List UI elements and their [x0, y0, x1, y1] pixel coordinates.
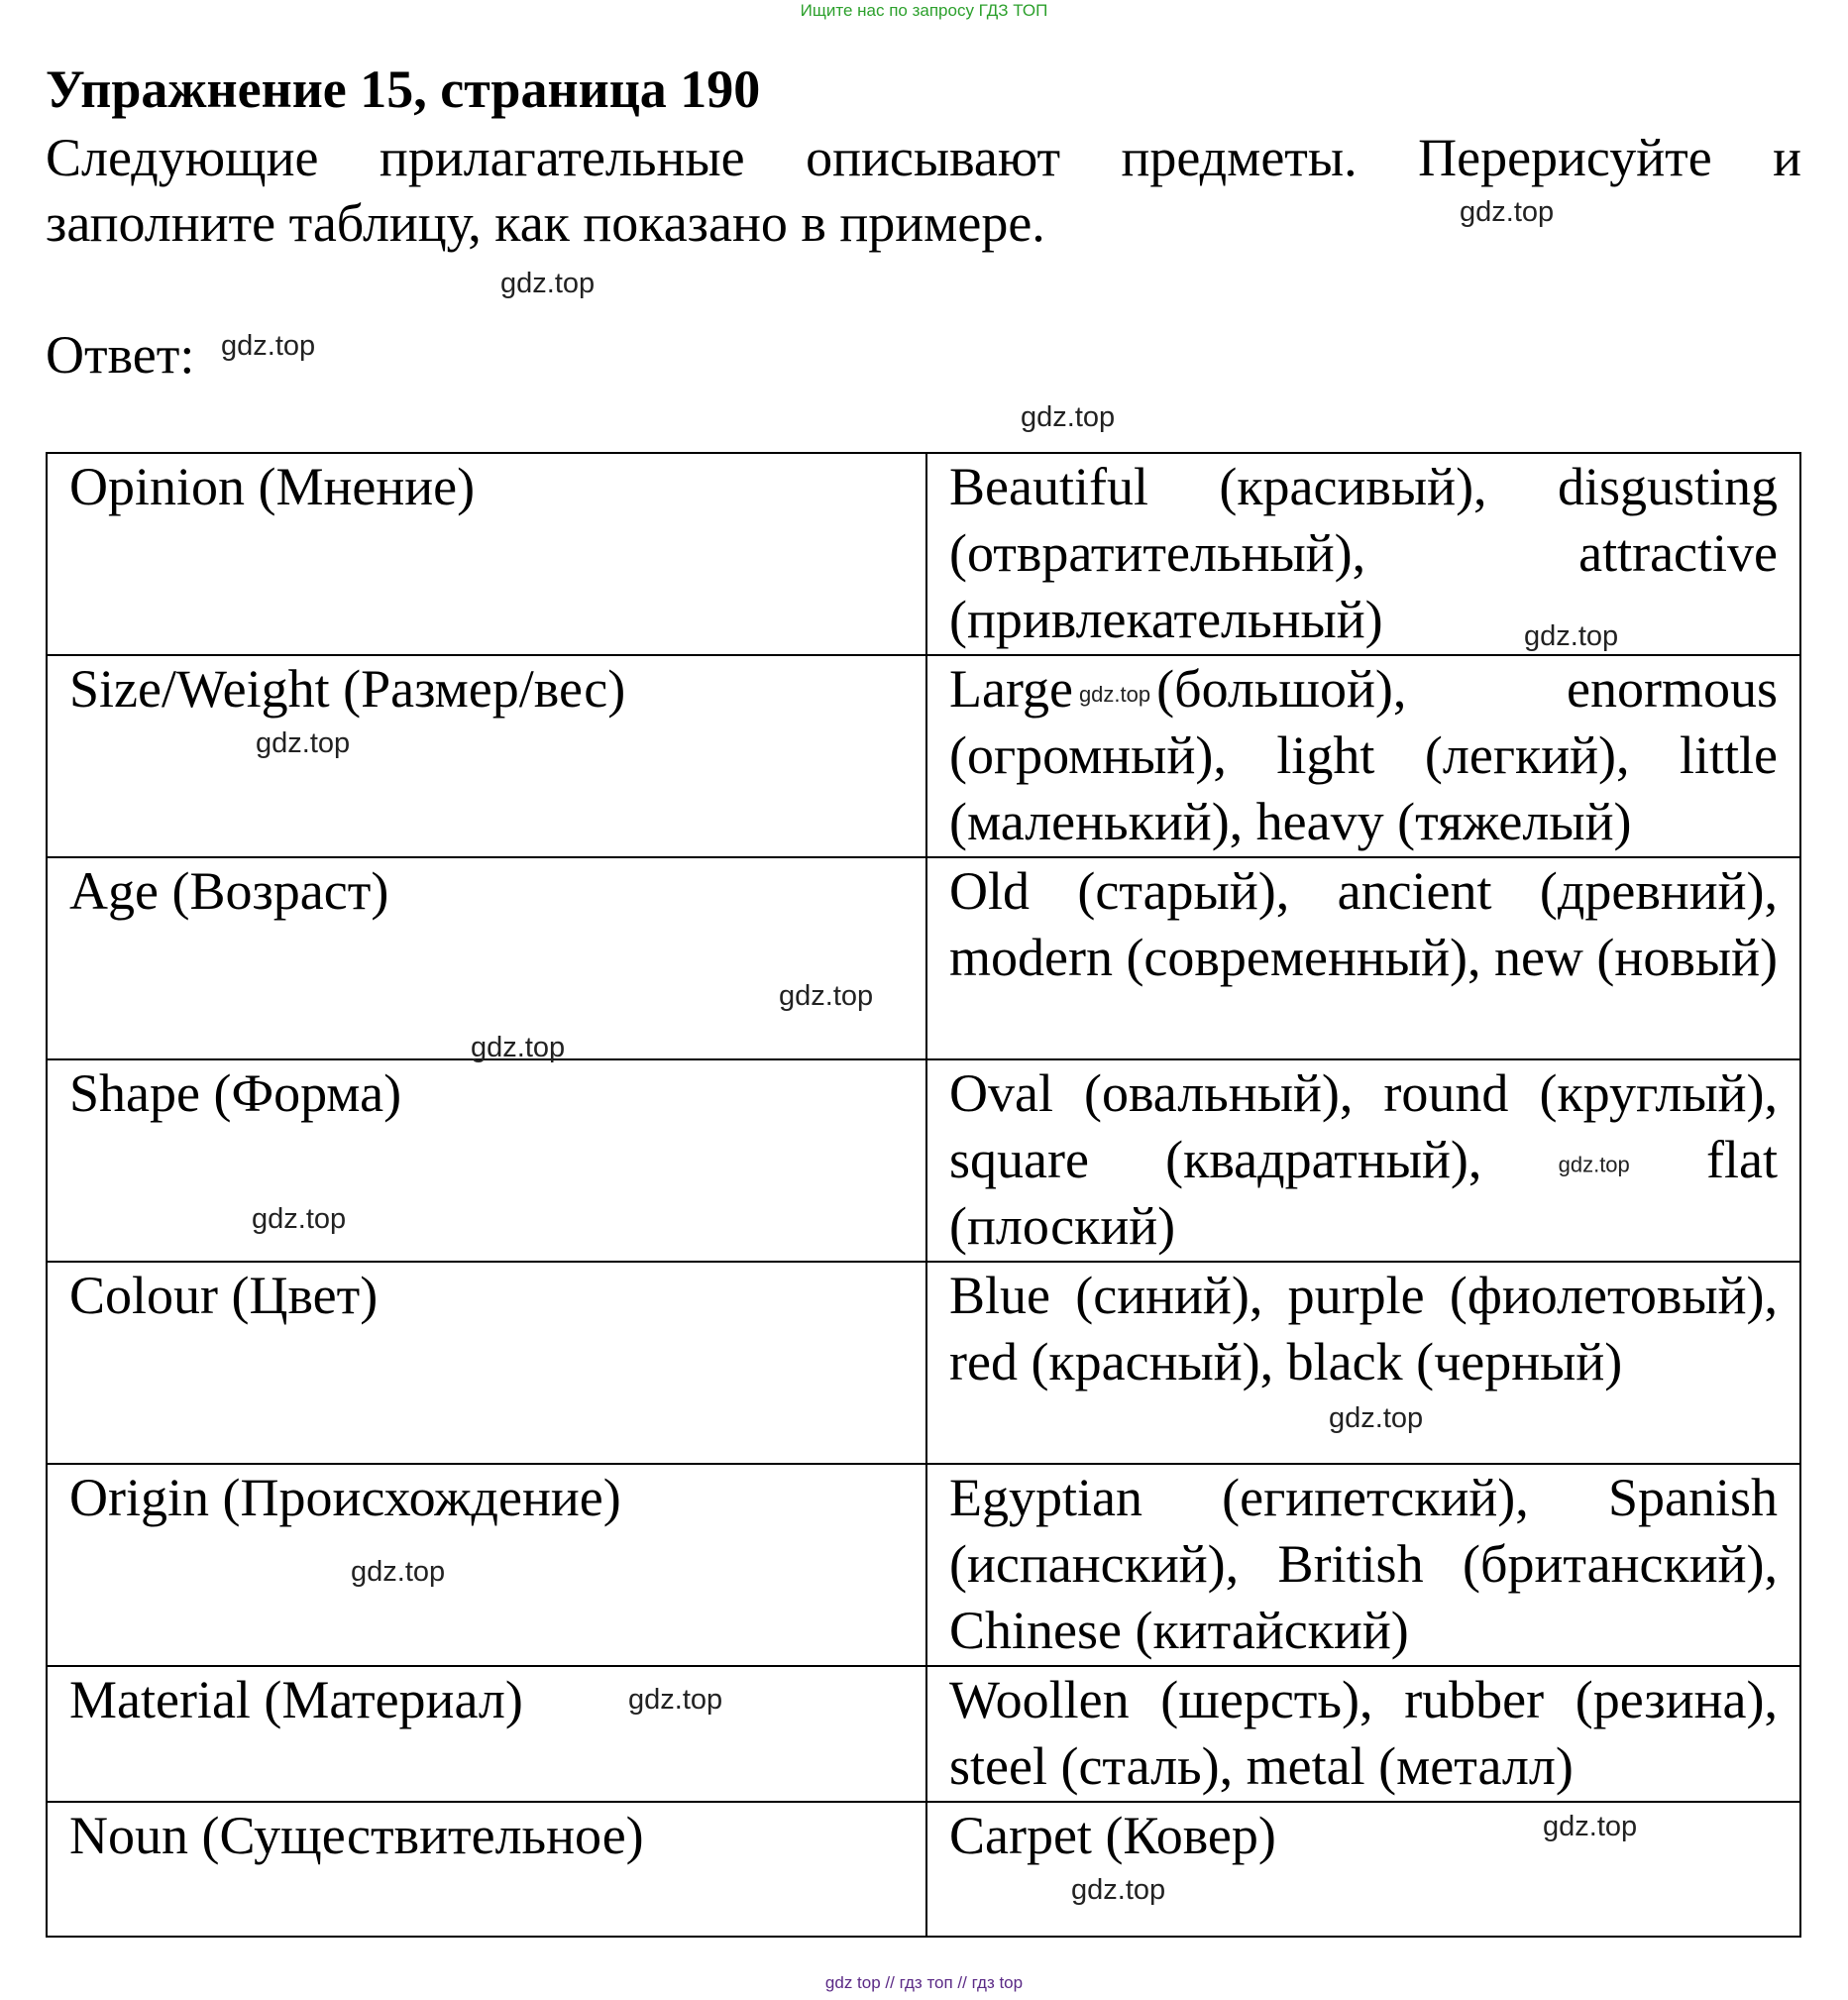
- watermark: gdz.top: [256, 727, 351, 759]
- watermark: gdz.top: [471, 1032, 566, 1063]
- watermark: gdz.top: [1021, 401, 1116, 433]
- examples-cell: Old (старый), ancient (древний), modern (современный), new (новый): [926, 857, 1800, 1059]
- examples-cell: Beautiful (красивый), disgusting (отвратительный), attractive (привлекательный): [926, 453, 1800, 655]
- table-row: [47, 1666, 1800, 1802]
- category-cell: Age (Возраст): [47, 857, 926, 1059]
- watermark: gdz.top: [1329, 1402, 1424, 1434]
- examples-cell: [926, 1059, 1800, 1262]
- category-cell: Noun (Существительное): [47, 1802, 926, 1937]
- examples-cell: Blue (синий), purple (фиолетовый), red (красный), black (черный): [926, 1262, 1800, 1464]
- watermark: gdz.top: [221, 330, 316, 362]
- watermark: gdz.top: [500, 268, 596, 299]
- examples-text: flat (плоский): [949, 1130, 1778, 1256]
- table-row: [47, 857, 1800, 1059]
- category-cell: Shape (Форма): [47, 1059, 926, 1262]
- answer-label: Ответ:: [46, 325, 195, 385]
- category-cell: Material (Материал): [47, 1666, 926, 1802]
- category-cell: Size/Weight (Размер/вес): [47, 655, 926, 857]
- category-cell: Opinion (Мнение): [47, 453, 926, 655]
- examples-cell: [926, 655, 1800, 857]
- examples-cell: Woollen (шерсть), rubber (резина), steel (сталь), metal (металл): [926, 1666, 1800, 1802]
- examples-text: Oval (овальный), round (круглый), square (квадратный),: [949, 1063, 1778, 1189]
- watermark: gdz.top: [779, 980, 874, 1012]
- examples-text: (большой), enormous (огромный), light (легкий), little (маленький), heavy (тяжелый): [949, 659, 1778, 851]
- watermark: gdz.top: [1558, 1152, 1630, 1177]
- watermark: gdz.top: [1524, 620, 1619, 652]
- watermark: gdz.top: [351, 1556, 446, 1588]
- table-row: [47, 1262, 1800, 1464]
- footer-links: gdz top // гдз топ // гдз top: [824, 1973, 1024, 1992]
- watermark: gdz.top: [628, 1684, 723, 1716]
- watermark: gdz.top: [252, 1203, 347, 1235]
- adjectives-table: [46, 452, 1801, 1938]
- table-row: [47, 1464, 1800, 1666]
- top-banner: Ищите нас по запросу ГДЗ ТОП: [800, 1, 1048, 20]
- category-cell: Origin (Происхождение): [47, 1464, 926, 1666]
- table-row: [47, 1802, 1800, 1937]
- watermark: gdz.top: [1071, 1874, 1166, 1906]
- exercise-title: Упражнение 15, страница 190: [46, 59, 761, 119]
- watermark: gdz.top: [1543, 1811, 1638, 1842]
- watermark: gdz.top: [1460, 196, 1555, 228]
- task-text: Следующие прилагательные описывают предметы. Перерисуйте и заполните таблицу, как показано в примере.: [46, 128, 1801, 253]
- category-cell: Colour (Цвет): [47, 1262, 926, 1464]
- watermark: gdz.top: [1078, 681, 1151, 707]
- examples-text: Large: [949, 659, 1073, 719]
- examples-cell: Carpet (Ковер): [926, 1802, 1800, 1937]
- examples-cell: Egyptian (египетский), Spanish (испанский), British (британский), Chinese (китайский): [926, 1464, 1800, 1666]
